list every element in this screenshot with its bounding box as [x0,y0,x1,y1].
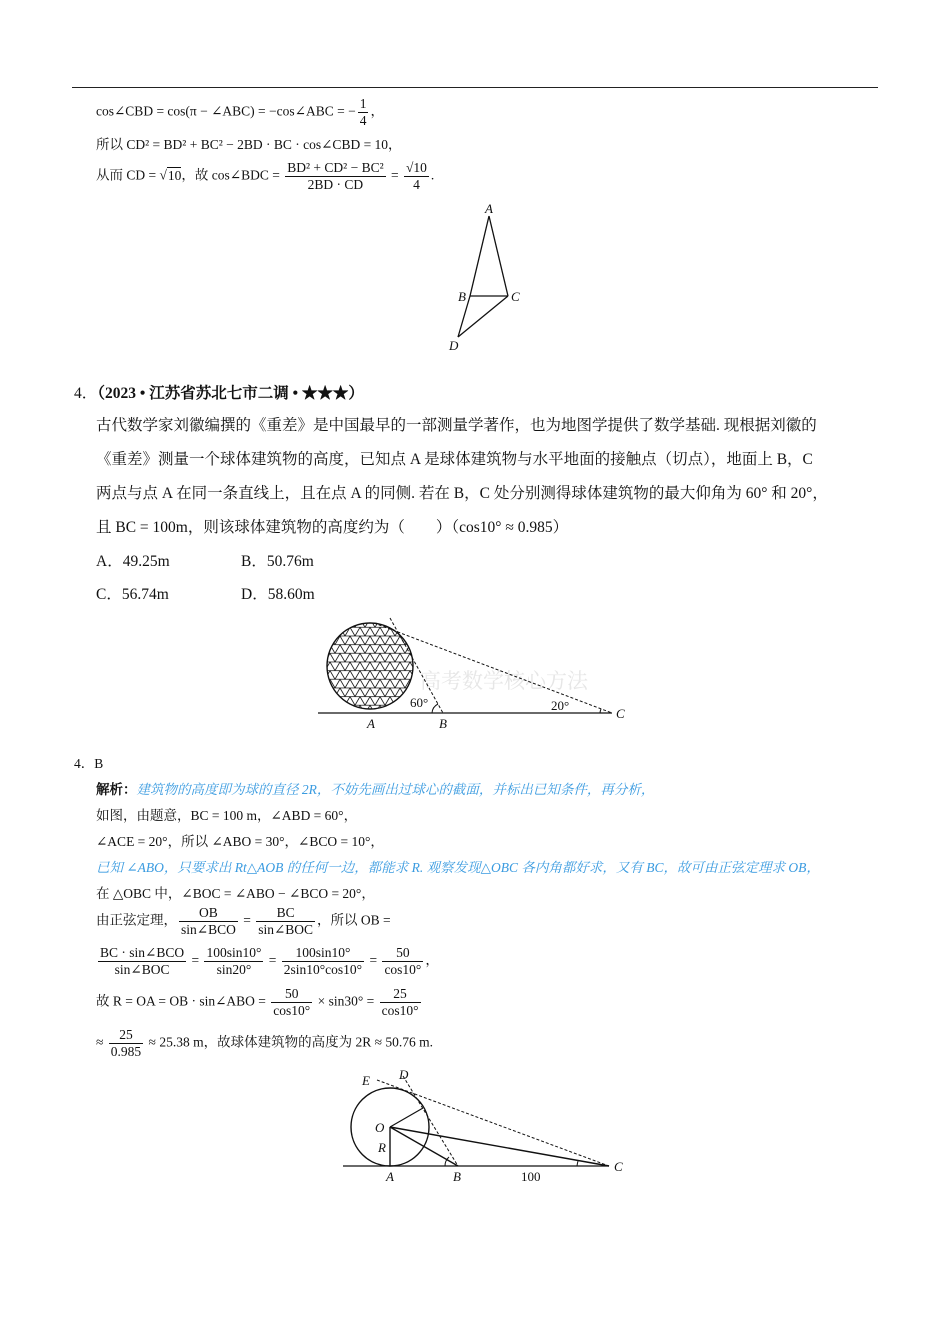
sol-line-3: 已知 ∠ABO，只要求出 Rt△AOB 的任何一边，都能求 R. 观察发现△OBC 各内角都好求，又有 BC，故可由正弦定理求 OB， [96,860,820,875]
option-c: C．56.74m [96,586,169,603]
header-rule [72,87,878,88]
label-c: C [614,1159,623,1174]
label-b: B [453,1169,461,1184]
line-bd [403,1076,458,1166]
prev-line-2: 所以 CD² = BD² + BC² − 2BD · BC · cos∠CBD = 10， [96,137,402,152]
analysis-line: 解析：建筑物的高度即为球的直径 2R，不妨先画出过球心的截面，并标出已知条件，再分析， [96,782,655,797]
problem-header: 4．（2023 • 江苏省苏北七市二调 • ★★★） [74,385,364,402]
problem-stem-3: 两点与点 A 在同一条直线上，且在点 A 的同侧. 若在 B，C 处分别测得球体建筑物的最大仰角为 60° 和 20°， [96,485,828,502]
edge-ac [489,216,508,296]
sol-line-4: 在 △OBC 中，∠BOC = ∠ABO − ∠BCO = 20°， [96,886,375,901]
sol-line-5: 由正弦定理， $\frac{OB}{\text{sin∠BCO}}$ = $\frac{BC}{\text{sin∠BOC}}$ ，所以 OB = [96,905,391,937]
triangle-figure [440,200,540,360]
label-c: C [511,289,520,304]
angle-arc-c [577,1161,578,1166]
sol-line-2: ∠ACE = 20°，所以 ∠ABO = 30°，∠BCO = 10°， [96,834,384,849]
label-100: 100 [521,1169,541,1184]
label-e: E [362,1073,370,1088]
watermark: 高考数学核心方法 [420,669,588,693]
prev-line-3: 从而 CD = √10，故 cos∠BDC = $\frac{\text{BD² + CD² − BC²}}{2BD \cdot CD}$ = $\frac{√10}{4}$ . [96,160,435,192]
angle-20-label: 20° [551,698,570,713]
line-ce [377,1080,609,1166]
problem-stem-4: 且 BC = 100m，则该球体建筑物的高度约为（ ）（cos10° ≈ 0.985） [96,519,569,536]
sol-line-8: ≈ $\frac{25}{0.985}$ ≈ 25.38 m，故球体建筑物的高度为 2R ≈ 50.76 m. [96,1027,433,1059]
sol-line-1: 如图，由题意，BC = 100 m，∠ABD = 60°， [96,808,358,823]
angle-60-label: 60° [410,695,429,710]
label-b: B [458,289,466,304]
label-o: O [375,1120,385,1135]
sol-line-6: $\frac{\text{BC · sin∠BCO}}{\text{sin∠BOC}}$ = $\frac{100\sin 10^\circ}{\sin 20^\circ}$ = $\frac{100\sin 10^\circ}{2\sin 10^\circ\cos 10^\circ}$ = $\frac{50}{\cos 10^\circ}$ ， [100,945,439,977]
sol-line-7: 故 R = OA = OB · sin∠ABO = $\frac{50}{\cos 10^\circ}$ × sin30° = $\frac{25}{\cos 10^\circ}$ [96,986,419,1018]
answer-line: 4．B [74,756,104,771]
problem-stem-2: 《重差》测量一个球体建筑物的高度，已知点 A 是球体建筑物与水平地面的接触点（切点），地面上 B，C [96,451,813,468]
label-b: B [439,716,447,731]
segment-od [390,1108,423,1127]
problem-stem-1: 古代数学家刘徽编撰的《重差》是中国最早的一部测量学著作，也为地图学提供了数学基础. 现根据刘徽的 [96,417,817,434]
label-r: R [378,1140,386,1155]
label-c: C [616,706,625,721]
option-d: D．58.60m [241,586,315,603]
option-b: B．50.76m [241,553,314,570]
label-a: A [485,201,493,216]
label-d: D [449,338,459,353]
option-a: A．49.25m [96,553,170,570]
edge-ab [470,216,489,296]
sphere-building-figure [310,610,640,735]
angle-arc-60 [432,704,438,713]
label-a: A [367,716,375,731]
solution-figure [335,1068,635,1188]
label-d: D [399,1068,409,1082]
prev-line-1: cos∠CBD = cos(π − ∠ABC) = −cos∠ABC = − $\frac{1}{4}$ ， [96,96,384,128]
label-a: A [386,1169,394,1184]
